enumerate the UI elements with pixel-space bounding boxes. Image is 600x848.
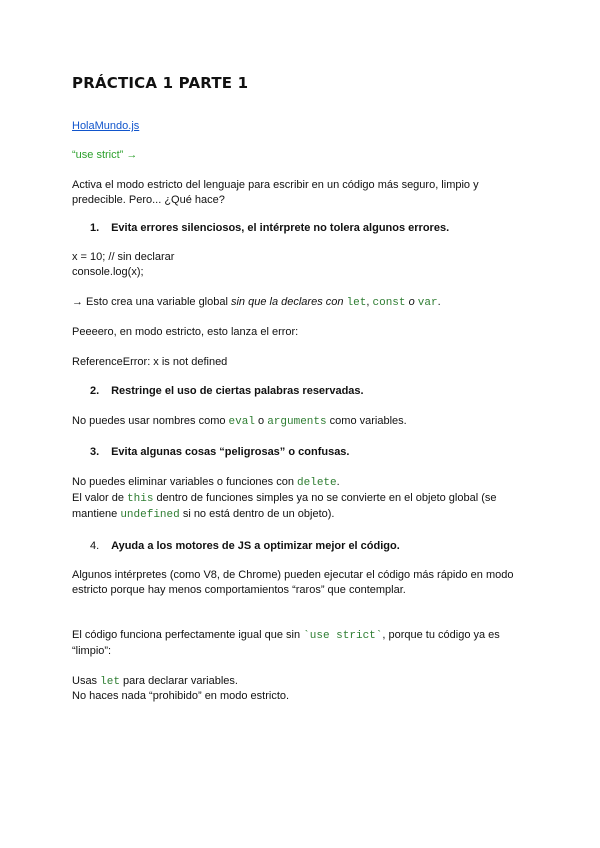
item-2-number: 2.	[90, 385, 100, 397]
code-line-2: console.log(x);	[72, 266, 144, 278]
delete-end: .	[336, 476, 340, 488]
note-prefix: → Esto crea una variable global	[72, 296, 231, 308]
delete-line	[72, 475, 532, 491]
reserved-suffix: como variables.	[329, 415, 407, 427]
strict-error-intro: Peeeero, en modo estricto, esto lanza el error:	[72, 326, 299, 338]
page-title: PRÁCTICA 1 PARTE 1	[72, 74, 249, 92]
keyword-var: var	[417, 297, 438, 309]
uses-let-line	[72, 674, 532, 690]
item-4-number: 4.	[90, 540, 100, 552]
keyword-eval: eval	[228, 416, 255, 428]
item-2	[90, 384, 364, 399]
item-4	[90, 539, 400, 554]
nothing-forbidden-line: No haces nada “prohibido” en modo estricto.	[72, 690, 290, 702]
keyword-delete: delete	[297, 477, 337, 489]
engines-paragraph: Algunos intérpretes (como V8, de Chrome) pueden ejecutar el código más rápido en modo estricto porque hay menos comportamientos “raros” que contemplar.	[72, 569, 514, 596]
file-link-line	[72, 119, 532, 134]
note-end: .	[437, 296, 441, 308]
this-paragraph	[72, 491, 532, 523]
works-paragraph	[72, 628, 532, 659]
keyword-use-strict: `use strict`	[303, 630, 383, 642]
this-suffix: si no está dentro de un objeto).	[182, 508, 335, 520]
item-1-number: 1.	[90, 222, 100, 234]
note-comma: ,	[366, 296, 370, 308]
uses-prefix: Usas	[72, 675, 98, 687]
reserved-words-line	[72, 414, 532, 430]
keyword-this: this	[127, 493, 154, 505]
holamundo-link[interactable]: HolaMundo.js	[72, 120, 140, 132]
global-variable-note	[72, 295, 532, 311]
item-3-heading: Evita algunas cosas “peligrosas” o confusas.	[111, 446, 350, 458]
keyword-undefined: undefined	[120, 509, 180, 521]
item-3	[90, 445, 349, 460]
works-prefix: El código funciona perfectamente igual que sin	[72, 629, 301, 641]
item-1	[90, 221, 449, 236]
keyword-const: const	[372, 297, 406, 309]
keyword-let: let	[346, 297, 367, 309]
intro-paragraph: Activa el modo estricto del lenguaje para escribir en un código más seguro, limpio y predecible. Pero... ¿Qué hace?	[72, 179, 479, 206]
note-italic: sin que la declares con	[230, 296, 344, 308]
use-strict-line: “use strict” →	[72, 149, 138, 161]
reserved-prefix: No puedes usar nombres como	[72, 415, 226, 427]
item-4-heading: Ayuda a los motores de JS a optimizar mejor el código.	[111, 540, 400, 552]
keyword-arguments: arguments	[267, 416, 327, 428]
this-middle: dentro de funciones simples ya no se convierte en el objeto global (se mantiene	[72, 492, 497, 520]
uses-suffix: para declarar variables.	[123, 675, 238, 687]
code-line-1: x = 10; // sin declarar	[72, 251, 175, 263]
delete-prefix: No puedes eliminar variables o funciones con	[72, 476, 294, 488]
note-or: o	[408, 296, 415, 308]
this-prefix: El valor de	[72, 492, 124, 504]
keyword-let-2: let	[100, 676, 120, 688]
reserved-or: o	[258, 415, 265, 427]
item-1-heading: Evita errores silenciosos, el intérprete no tolera algunos errores.	[111, 222, 450, 234]
reference-error-text: ReferenceError: x is not defined	[72, 356, 228, 368]
works-suffix: , porque tu código ya es “limpio”:	[72, 629, 500, 657]
item-3-number: 3.	[90, 446, 100, 458]
item-2-heading: Restringe el uso de ciertas palabras reservadas.	[111, 385, 364, 397]
